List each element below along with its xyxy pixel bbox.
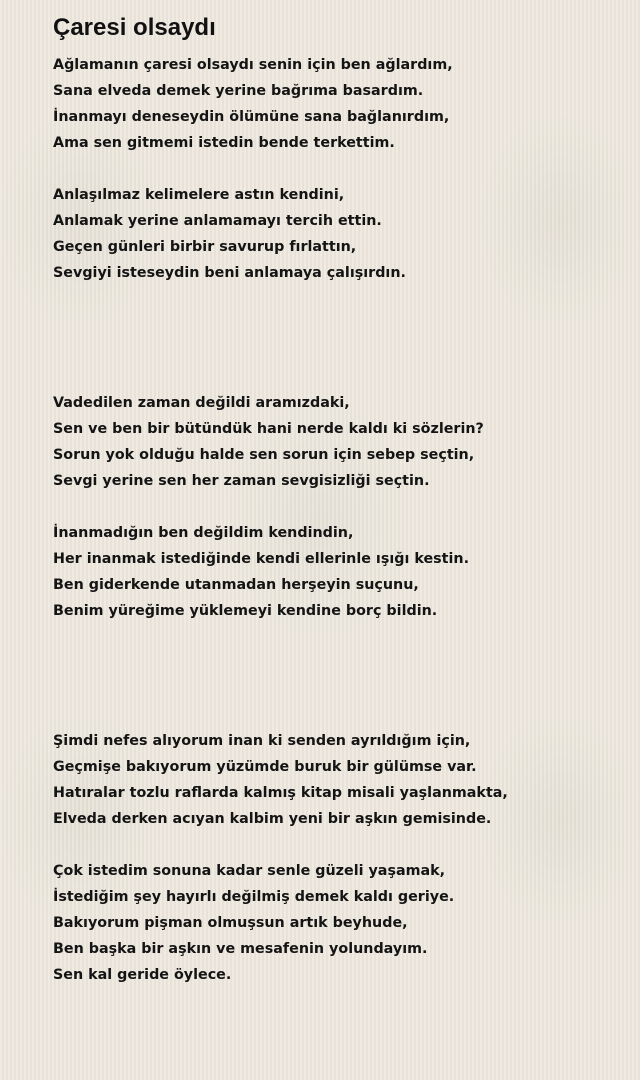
- poem-line: Anlaşılmaz kelimelere astın kendini,: [53, 187, 345, 203]
- poem-line: Bakıyorum pişman olmuşsun artık beyhude,: [53, 915, 408, 931]
- poem-line: Sevgiyi isteseydin beni anlamaya çalışırdın.: [53, 265, 406, 281]
- poem-line: İnanmayı deneseydin ölümüne sana bağlanırdım,: [53, 109, 450, 125]
- poem-line: Geçmişe bakıyorum yüzümde buruk bir gülümse var.: [53, 759, 477, 775]
- stanza-gap: [53, 832, 623, 858]
- stanza-gap: [53, 156, 623, 182]
- stanza-5: [53, 728, 623, 832]
- poem-line: Her inanmak istediğinde kendi ellerinle ışığı kestin.: [53, 551, 470, 567]
- poem-line: Ben giderkende utanmadan herşeyin suçunu,: [53, 577, 419, 593]
- poem-line: Vadedilen zaman değildi aramızdaki,: [53, 395, 350, 411]
- poem-body: [53, 52, 623, 988]
- stanza-1: [53, 52, 623, 156]
- poem-line: Elveda derken acıyan kalbim yeni bir aşkın gemisinde.: [53, 811, 492, 827]
- poem-title: Çaresi olsaydı: [53, 14, 216, 41]
- poem-line: Anlamak yerine anlamamayı tercih ettin.: [53, 213, 382, 229]
- poem-line: Hatıralar tozlu raflarda kalmış kitap misali yaşlanmakta,: [53, 785, 508, 801]
- poem-container: [53, 10, 623, 988]
- poem-line: Benim yüreğime yüklemeyi kendine borç bildin.: [53, 603, 438, 619]
- stanza-4: [53, 520, 623, 624]
- poem-line: Ağlamanın çaresi olsaydı senin için ben ağlardım,: [53, 57, 453, 73]
- poem-line: Sana elveda demek yerine bağrıma basardım.: [53, 83, 424, 99]
- poem-line: Sen ve ben bir bütündük hani nerde kaldı ki sözlerin?: [53, 421, 484, 437]
- poem-line: Şimdi nefes alıyorum inan ki senden ayrıldığım için,: [53, 733, 471, 749]
- poem-line: Çok istedim sonuna kadar senle güzeli yaşamak,: [53, 863, 446, 879]
- poem-line: Sevgi yerine sen her zaman sevgisizliği seçtin.: [53, 473, 430, 489]
- poem-line: Ben başka bir aşkın ve mesafenin yolundayım.: [53, 941, 428, 957]
- stanza-gap: [53, 494, 623, 520]
- stanza-2: [53, 182, 623, 286]
- poem-line: İstediğim şey hayırlı değilmiş demek kaldı geriye.: [53, 889, 455, 905]
- stanza-6: [53, 858, 623, 988]
- poem-line: Sen kal geride öylece.: [53, 967, 232, 983]
- stanza-gap: [53, 624, 623, 728]
- poem-line: İnanmadığın ben değildim kendindin,: [53, 525, 354, 541]
- poem-line: Geçen günleri birbir savurup fırlattın,: [53, 239, 357, 255]
- stanza-3: [53, 390, 623, 494]
- stanza-gap: [53, 286, 623, 390]
- poem-line: Sorun yok olduğu halde sen sorun için sebep seçtin,: [53, 447, 475, 463]
- poem-line: Ama sen gitmemi istedin bende terkettim.: [53, 135, 395, 151]
